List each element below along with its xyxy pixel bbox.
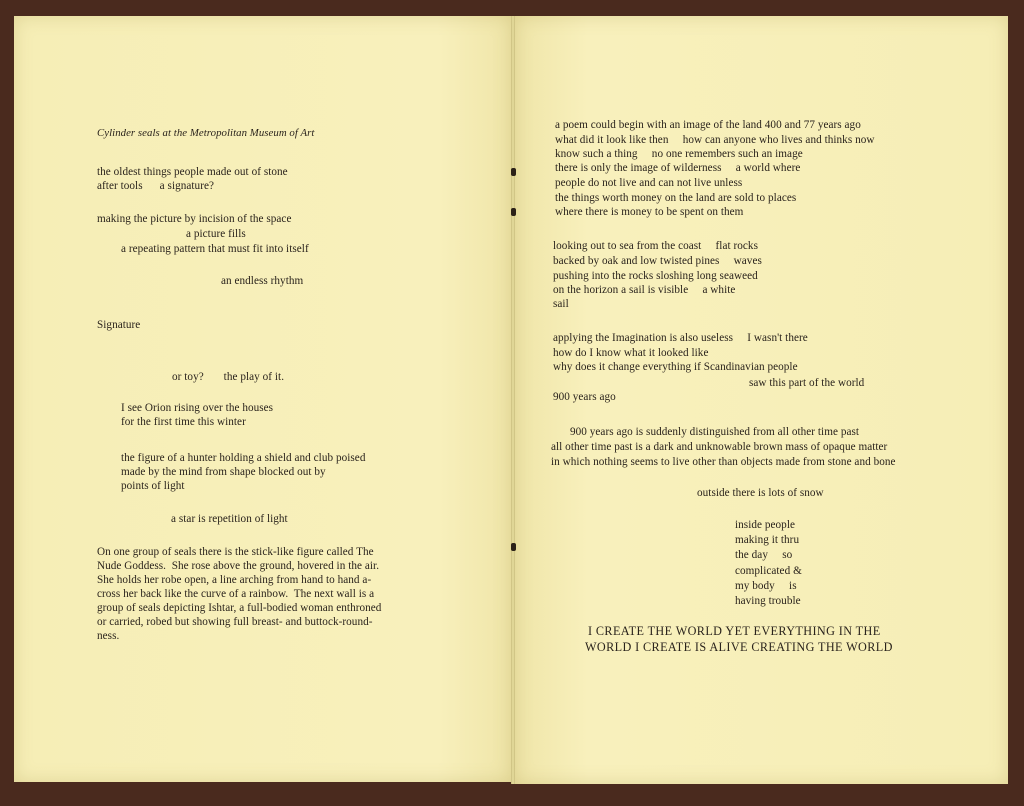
binding-stitch [511, 168, 516, 176]
text-line: making the picture by incision of the space [97, 213, 292, 225]
binding-stitch [511, 543, 516, 551]
text-line: complicated & [735, 565, 802, 577]
text-line: how do I know what it looked like [553, 347, 709, 359]
prose-line: cross her back like the curve of a rainbow. The next wall is a [97, 588, 375, 600]
text-line: an endless rhythm [221, 275, 304, 287]
text-line: after tools a signature? [97, 180, 215, 192]
poem-title: Cylinder seals at the Metropolitan Museum of Art [97, 127, 315, 139]
prose-line: On one group of seals there is the stick-like figure called The [97, 546, 374, 558]
binding-stitch [511, 208, 516, 216]
text-line: saw this part of the world [749, 377, 865, 389]
text-line: inside people [735, 519, 795, 531]
text-line: for the first time this winter [121, 416, 246, 428]
text-line: applying the Imagination is also useless I wasn't there [553, 332, 808, 344]
text-line: there is only the image of wilderness a world where [555, 162, 801, 174]
text-line: I see Orion rising over the houses [121, 402, 274, 414]
prose-line: group of seals depicting Ishtar, a full-bodied woman enthroned [97, 602, 382, 614]
text-line: my body is [735, 580, 797, 592]
text-line: made by the mind from shape blocked out by [121, 466, 326, 478]
prose-line: or carried, robed but showing full breast- and buttock-round- [97, 616, 373, 628]
text-line: a star is repetition of light [171, 513, 288, 525]
text-line: looking out to sea from the coast flat rocks [553, 240, 758, 252]
text-line: Signature [97, 319, 141, 331]
text-line: on the horizon a sail is visible a white [553, 284, 736, 296]
text-line: where there is money to be spent on them [555, 206, 744, 218]
text-line: a repeating pattern that must fit into itself [121, 243, 309, 255]
text-line: a picture fills [186, 228, 246, 240]
text-line: know such a thing no one remembers such an image [555, 148, 803, 160]
text-line: 900 years ago [553, 391, 616, 403]
prose-line: She holds her robe open, a line arching from hand to hand a- [97, 574, 372, 586]
text-line: making it thru [735, 534, 800, 546]
text-line: the things worth money on the land are sold to places [555, 192, 797, 204]
text-line: backed by oak and low twisted pines waves [553, 255, 762, 267]
text-line: a poem could begin with an image of the land 400 and 77 years ago [555, 119, 861, 131]
text-line: points of light [121, 480, 185, 492]
text-line: 900 years ago is suddenly distinguished from all other time past [570, 426, 860, 438]
text-line: sail [553, 298, 569, 310]
text-line: people do not live and can not live unless [555, 177, 743, 189]
text-line: outside there is lots of snow [697, 487, 824, 499]
prose-line: Nude Goddess. She rose above the ground, hovered in the air. [97, 560, 380, 572]
text-line: the day so [735, 549, 793, 561]
text-line: or toy? the play of it. [172, 371, 285, 383]
closing-caps-line: WORLD I CREATE IS ALIVE CREATING THE WORLD [585, 640, 893, 654]
closing-caps-line: I CREATE THE WORLD YET EVERYTHING IN THE [588, 624, 881, 638]
text-line: having trouble [735, 595, 801, 607]
text-line: what did it look like then how can anyone who lives and thinks now [555, 134, 875, 146]
book-gutter [511, 16, 515, 784]
prose-line: ness. [97, 630, 120, 642]
text-line: the oldest things people made out of stone [97, 166, 288, 178]
text-line: why does it change everything if Scandinavian people [553, 361, 798, 373]
text-line: in which nothing seems to live other than objects made from stone and bone [551, 456, 896, 468]
text-line: the figure of a hunter holding a shield and club poised [121, 452, 366, 464]
text-line: all other time past is a dark and unknowable brown mass of opaque matter [551, 441, 888, 453]
text-line: pushing into the rocks sloshing long seaweed [553, 270, 758, 282]
